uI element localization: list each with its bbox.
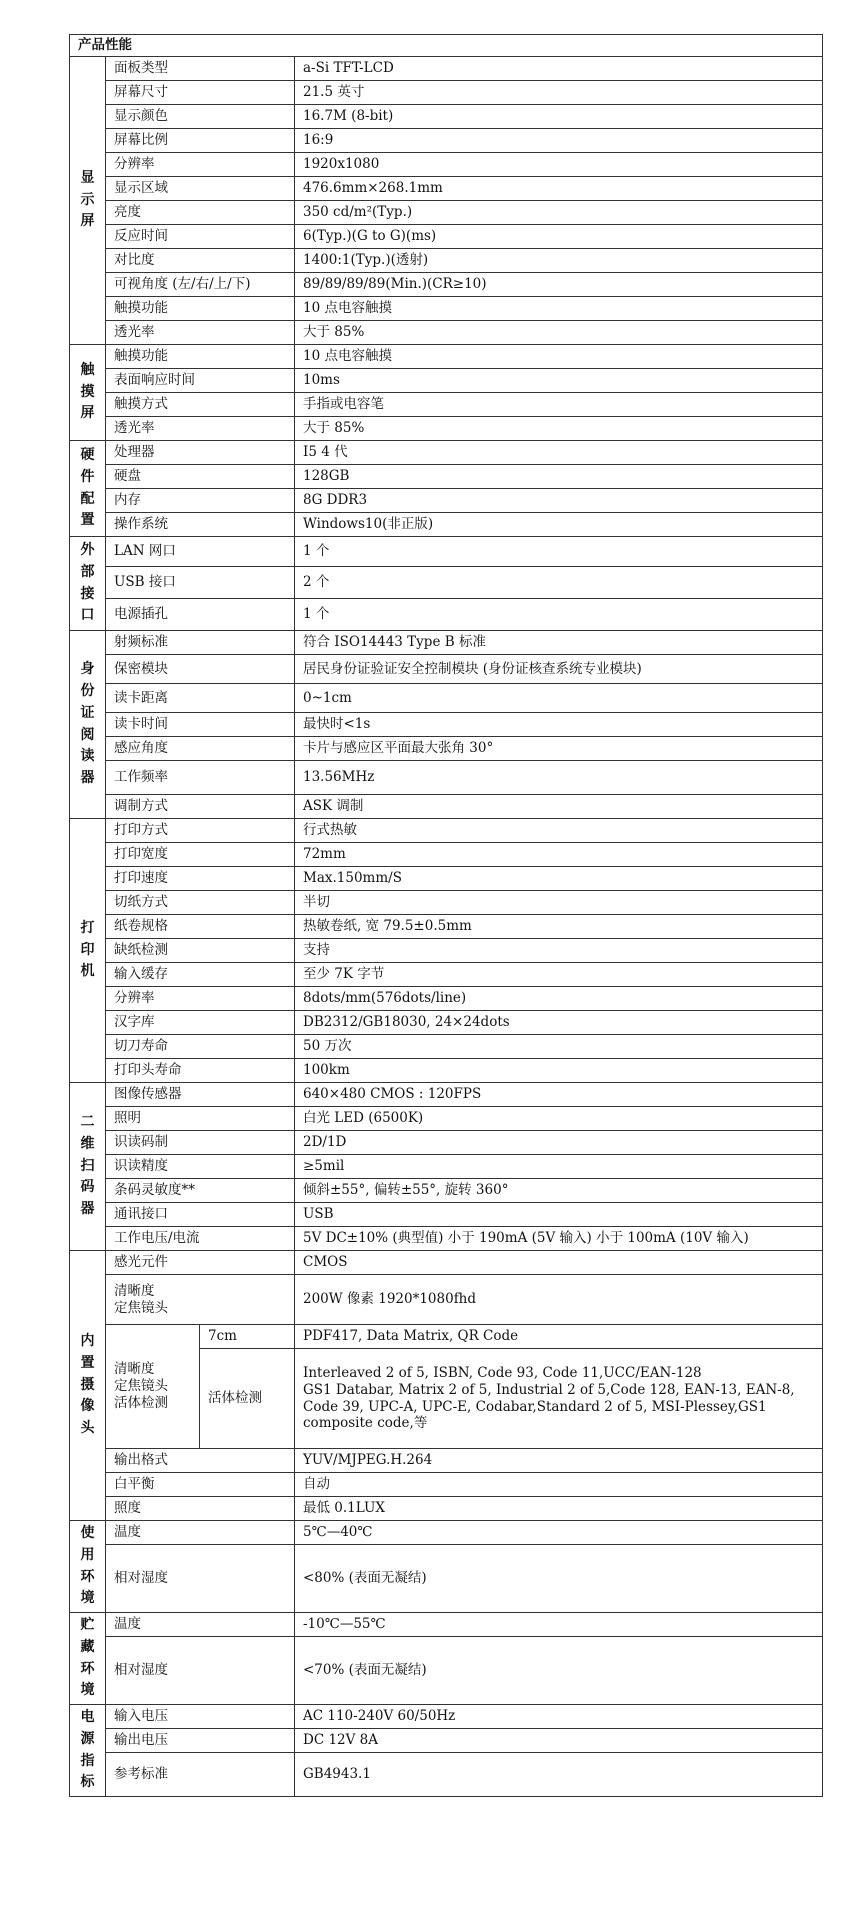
spec-name: 透光率 [106,321,295,345]
spec-name: 显示区域 [106,177,295,201]
spec-value: 10 点电容触摸 [295,297,823,321]
spec-value: 476.6mm×268.1mm [295,177,823,201]
spec-value: 至少 7K 字节 [295,963,823,987]
spec-name: 缺纸检测 [106,939,295,963]
spec-value: <80% (表面无凝结) [295,1545,823,1613]
spec-value: Windows10(非正版) [295,513,823,537]
category-label-scanner: 二维扫码器 [70,1083,106,1251]
spec-value: AC 110-240V 60/50Hz [295,1705,823,1729]
spec-row [70,225,823,249]
spec-value: 1 个 [295,599,823,631]
spec-subname: 活体检测 [200,1349,295,1449]
spec-value: 50 万次 [295,1035,823,1059]
spec-name: 图像传感器 [106,1083,295,1107]
spec-name: 条码灵敏度** [106,1179,295,1203]
spec-name: 分辨率 [106,987,295,1011]
spec-value: 2 个 [295,567,823,599]
spec-value: 白光 LED (6500K) [295,1107,823,1131]
spec-row [70,297,823,321]
spec-row [70,567,823,599]
spec-name: 显示颜色 [106,105,295,129]
spec-row [70,177,823,201]
spec-row [70,1729,823,1753]
spec-row [70,631,823,655]
category-label-camera: 内置摄像头 [70,1251,106,1521]
spec-name: 白平衡 [106,1473,295,1497]
spec-value: 1920x1080 [295,153,823,177]
category-label-usage: 使用环境 [70,1521,106,1613]
spec-value: 倾斜±55°, 偏转±55°, 旋转 360° [295,1179,823,1203]
spec-name: 读卡距离 [106,684,295,713]
spec-row [70,1637,823,1705]
spec-value: <70% (表面无凝结) [295,1637,823,1705]
spec-row [70,987,823,1011]
spec-row [70,1083,823,1107]
spec-value: 8G DDR3 [295,489,823,513]
camera-group-label: 清晰度 定焦镜头 活体检测 [106,1325,200,1449]
spec-value: a-Si TFT-LCD [295,57,823,81]
spec-name: 工作频率 [106,761,295,795]
spec-value: Max.150mm/S [295,867,823,891]
spec-name: 调制方式 [106,795,295,819]
spec-name: 保密模块 [106,655,295,684]
spec-row [70,599,823,631]
spec-name: 通讯接口 [106,1203,295,1227]
spec-row [70,537,823,567]
spec-subname: 7cm [200,1325,295,1349]
spec-name: 相对湿度 [106,1637,295,1705]
spec-value: 200W 像素 1920*1080fhd [295,1275,823,1325]
spec-value: Interleaved 2 of 5, ISBN, Code 93, Code 11,UCC/EAN-128 GS1 Databar, Matrix 2 of 5, Industrial 2 of 5,Code 128, EAN-13, EAN-8, Code 39, UPC-A, UPC-E, Codabar,Standard 2 of 5, MSI-Plessey,GS1 composite code,等 [295,1349,823,1449]
spec-row [70,1155,823,1179]
spec-row [70,441,823,465]
category-label-power: 电源指标 [70,1705,106,1797]
spec-value: 100km [295,1059,823,1083]
spec-row [70,273,823,297]
spec-value: 5℃—40℃ [295,1521,823,1545]
spec-name: 汉字库 [106,1011,295,1035]
category-label-touch: 触摸屏 [70,345,106,441]
spec-value: 13.56MHz [295,761,823,795]
spec-name: 透光率 [106,417,295,441]
spec-row [70,1473,823,1497]
spec-name: 输出电压 [106,1729,295,1753]
spec-value: 大于 85% [295,321,823,345]
spec-row [70,1497,823,1521]
category-label-idreader: 身份证阅读器 [70,631,106,819]
spec-row [70,684,823,713]
spec-row [70,345,823,369]
spec-row [70,1059,823,1083]
spec-row [70,81,823,105]
spec-row [70,57,823,81]
spec-row [70,1179,823,1203]
spec-row [70,939,823,963]
spec-name: 操作系统 [106,513,295,537]
category-label-printer: 打印机 [70,819,106,1083]
spec-value: 卡片与感应区平面最大张角 30° [295,737,823,761]
spec-value: 16.7M (8-bit) [295,105,823,129]
spec-value: 0~1cm [295,684,823,713]
spec-name: 输入缓存 [106,963,295,987]
spec-table [69,34,823,1797]
spec-name: 相对湿度 [106,1545,295,1613]
spec-name: 照度 [106,1497,295,1521]
spec-row [70,737,823,761]
spec-value: 支持 [295,939,823,963]
spec-row [70,249,823,273]
spec-row [70,1011,823,1035]
spec-row [70,1203,823,1227]
spec-value: 8dots/mm(576dots/line) [295,987,823,1011]
spec-value: 自动 [295,1473,823,1497]
spec-row [70,369,823,393]
spec-value: 10ms [295,369,823,393]
spec-value: 350 cd/m²(Typ.) [295,201,823,225]
spec-name: 内存 [106,489,295,513]
spec-name: 温度 [106,1613,295,1637]
spec-row [70,321,823,345]
spec-name: 切纸方式 [106,891,295,915]
spec-value: 手指或电容笔 [295,393,823,417]
spec-value: 5V DC±10% (典型值) 小于 190mA (5V 输入) 小于 100mA (10V 输入) [295,1227,823,1251]
spec-value: 72mm [295,843,823,867]
spec-name: 反应时间 [106,225,295,249]
spec-name: 输入电压 [106,1705,295,1729]
spec-row [70,1251,823,1275]
spec-row [70,843,823,867]
spec-value: 1 个 [295,537,823,567]
spec-row [70,795,823,819]
spec-row [70,891,823,915]
spec-value: 最低 0.1LUX [295,1497,823,1521]
spec-name: 工作电压/电流 [106,1227,295,1251]
spec-row [70,1705,823,1729]
spec-value: 10 点电容触摸 [295,345,823,369]
spec-row [70,819,823,843]
spec-name: 屏幕比例 [106,129,295,153]
spec-value: 符合 ISO14443 Type B 标准 [295,631,823,655]
spec-name: 照明 [106,1107,295,1131]
spec-row [70,867,823,891]
spec-name: 触摸功能 [106,345,295,369]
spec-name: 识读码制 [106,1131,295,1155]
spec-row [70,465,823,489]
spec-row [70,761,823,795]
spec-name: 温度 [106,1521,295,1545]
spec-row [70,1449,823,1473]
spec-name: 清晰度 定焦镜头 [106,1275,295,1325]
spec-value: 16:9 [295,129,823,153]
spec-row [70,1275,823,1325]
spec-value: 热敏卷纸, 宽 79.5±0.5mm [295,915,823,939]
spec-row [70,153,823,177]
spec-name: 面板类型 [106,57,295,81]
spec-name: 对比度 [106,249,295,273]
spec-name: 射频标准 [106,631,295,655]
spec-row [70,1325,823,1349]
spec-value: USB [295,1203,823,1227]
spec-name: 触摸功能 [106,297,295,321]
spec-value: DC 12V 8A [295,1729,823,1753]
spec-value: 半切 [295,891,823,915]
spec-value: 640×480 CMOS : 120FPS [295,1083,823,1107]
table-title: 产品性能 [70,35,823,57]
title-row [70,35,823,57]
spec-value: 居民身份证验证安全控制模块 (身份证核查系统专业模块) [295,655,823,684]
spec-name: 打印头寿命 [106,1059,295,1083]
spec-row [70,1035,823,1059]
spec-name: 读卡时间 [106,713,295,737]
spec-value: ASK 调制 [295,795,823,819]
spec-row [70,1131,823,1155]
spec-row [70,489,823,513]
spec-name: 可视角度 (左/右/上/下) [106,273,295,297]
spec-name: LAN 网口 [106,537,295,567]
spec-row [70,1545,823,1613]
spec-value: 1400:1(Typ.)(透射) [295,249,823,273]
spec-value: DB2312/GB18030, 24×24dots [295,1011,823,1035]
spec-row [70,393,823,417]
spec-name: 输出格式 [106,1449,295,1473]
spec-name: 识读精度 [106,1155,295,1179]
spec-row [70,713,823,737]
spec-name: USB 接口 [106,567,295,599]
spec-table-body [70,35,823,1797]
spec-name: 切刀寿命 [106,1035,295,1059]
spec-name: 表面响应时间 [106,369,295,393]
spec-row [70,1753,823,1797]
spec-name: 亮度 [106,201,295,225]
spec-value: ≥5mil [295,1155,823,1179]
spec-value: CMOS [295,1251,823,1275]
spec-row [70,129,823,153]
spec-name: 处理器 [106,441,295,465]
spec-row [70,915,823,939]
spec-value: -10℃—55℃ [295,1613,823,1637]
spec-name: 感光元件 [106,1251,295,1275]
spec-name: 纸卷规格 [106,915,295,939]
spec-value: 21.5 英寸 [295,81,823,105]
spec-name: 感应角度 [106,737,295,761]
spec-name: 分辨率 [106,153,295,177]
spec-name: 硬盘 [106,465,295,489]
spec-value: PDF417, Data Matrix, QR Code [295,1325,823,1349]
spec-name: 触摸方式 [106,393,295,417]
spec-name: 参考标准 [106,1753,295,1797]
spec-value: I5 4 代 [295,441,823,465]
spec-row [70,201,823,225]
spec-row [70,1613,823,1637]
spec-row [70,417,823,441]
spec-row [70,1107,823,1131]
spec-name: 打印方式 [106,819,295,843]
spec-row [70,1521,823,1545]
spec-value: YUV/MJPEG.H.264 [295,1449,823,1473]
category-label-ports: 外部接口 [70,537,106,631]
spec-row [70,963,823,987]
spec-name: 打印宽度 [106,843,295,867]
spec-value: 大于 85% [295,417,823,441]
spec-value: 行式热敏 [295,819,823,843]
category-label-storage: 贮藏环境 [70,1613,106,1705]
spec-value: 2D/1D [295,1131,823,1155]
category-label-display: 显示屏 [70,57,106,345]
spec-name: 屏幕尺寸 [106,81,295,105]
spec-row [70,105,823,129]
spec-row [70,655,823,684]
spec-value: 89/89/89/89(Min.)(CR≥10) [295,273,823,297]
spec-row [70,513,823,537]
category-label-hardware: 硬件配置 [70,441,106,537]
spec-name: 打印速度 [106,867,295,891]
spec-value: GB4943.1 [295,1753,823,1797]
spec-row [70,1227,823,1251]
spec-name: 电源插孔 [106,599,295,631]
spec-value: 6(Typ.)(G to G)(ms) [295,225,823,249]
spec-value: 128GB [295,465,823,489]
spec-value: 最快时<1s [295,713,823,737]
